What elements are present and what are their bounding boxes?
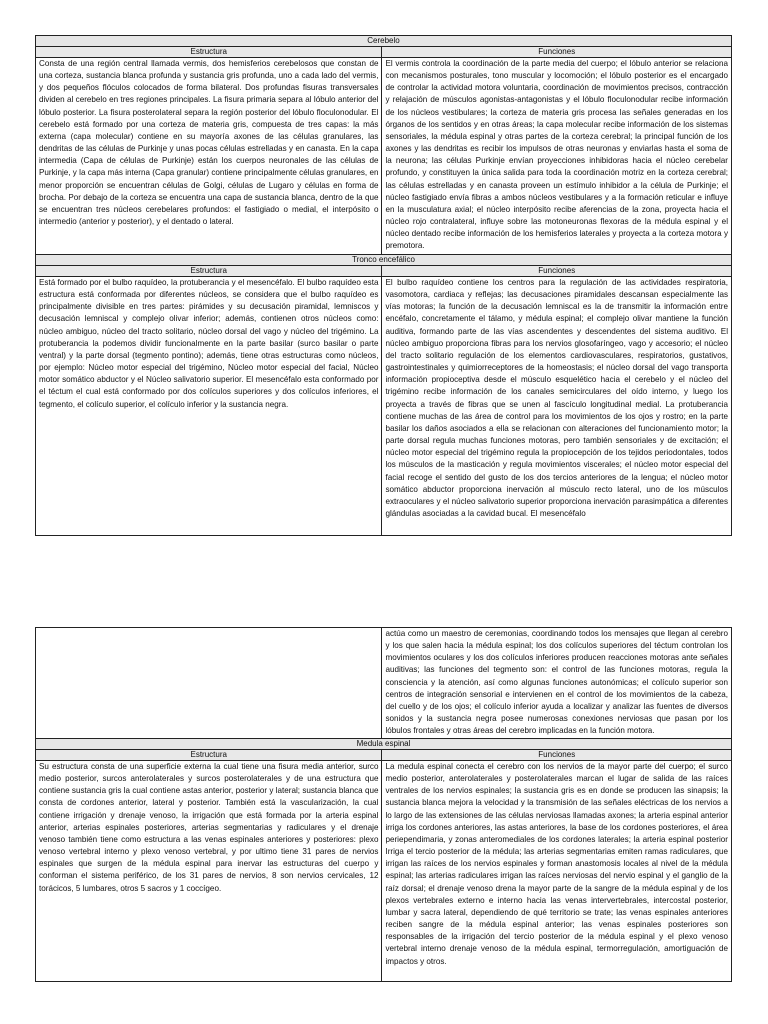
tronco-funciones-cont-text: actúa como un maestro de ceremonias, coordinando todos los mensajes que llegan al cerebro y los que salen hacia la médula espinal; los dos colículos superiores del téctum controlan los movimientos oculares y los dos colículos inferiores producen reacciones motoras ante señales auditivas; las funciones del tegmento son: el control de las funciones motoras, regula la consciencia y la atención, así como algunas funciones autonómicas; el colículo superior son centros de integración sensorial e intervienen en el control de los movimientos de la cabeza, del cuello y de los ojos; el colículo inferior ayuda a localizar y analizar las fuentes de diversos sonidos y la sustancia negra posee numerosas conexiones nerviosas que pasan por los lóbulos frontales y otras áreas del cerebro implicadas en la función motora. <box>382 628 732 739</box>
header-estructura-tronco: Estructura <box>36 266 382 277</box>
page-1 <box>35 35 732 536</box>
tabla-cerebelo-tronco <box>35 35 732 536</box>
medula-estructura-text: Su estructura consta de una superficie externa la cual tiene una fisura media anterior, surco medio posterior, surcos anterolaterales y surcos posterolaterales y de una estructura que contiene sustancia gris la cual contiene astas anterior, posterior y lateral; sustancia blanca que consta de cordones anterior, lateral y posterior. También está la vascularización, la cual contiene irrigación y drenaje venoso, la irrigación que está formada por la arteria espinal anterior, arterias espinales posteriores, arterias segmentarias y radiculares y el drenaje venoso también tiene como estructura a las venas espinales anteriores y posteriores: plexo venoso vertebral interno y plexo venoso vertebral, y por ultimo tiene 31 pares de nervios espinales que surgen de la médula espinal para inervar las estructuras del cuerpo y conforman el sistema periférico, de los 31 pares de nervios, 8 son nervios cervicales, 12 torácicos, 5 lumbares, otros 5 sacros y 1 coccígeo. <box>36 761 382 982</box>
cerebelo-funciones-text: El vermis controla la coordinación de la parte media del cuerpo; el lóbulo anterior se relaciona con mecanismos posturales, tono muscular y locomoción; el lóbulo posterior es el encargado de controlar la actividad motora voluntaria, coordinación de movimientos precisos, contracción y relajación de músculos agonistas-antagonistas y el lóbulo floculonodular recibe información de los núcleos vestibulares; la corteza de materia gris procesa las señales generadas en los órganos de los sentidos y en otras áreas; la capa molecular recibe información de los sistemas sensoriales, la médula espinal y otras partes de la corteza cerebral; la principal función de los axones y las dendritas es recibir los impulsos de otras neuronas y enviarlas hasta el soma de la neurona; las células Purkinje envían proyecciones inhibidoras hacia el núcleo cerebelar profundo, y constituyen la única salida para toda la coordinación motriz en la corteza cerebral; las células estrelladas y en canasta proveen un estímulo inhibidor a la célula de Purkinje; el núcleo fastigiado envía fibras a ambos núcleos vestibulares y a la formación reticular e influye en la musculatura axial; el núcleo interpósito recibe aferencias de la zona, proyecta hacia el núcleo rojo contralateral, influye sobre las motoneuronas flexoras de la médula espinal y el núcleo dentado recibe información de los hemisferios laterales y proyecta a la corteza motora y premotora. <box>382 58 732 255</box>
section-title-tronco: Tronco encefálico <box>36 255 732 266</box>
page-2 <box>35 627 732 982</box>
header-estructura-cerebelo: Estructura <box>36 47 382 58</box>
header-funciones-medula: Funciones <box>382 750 732 761</box>
section-title-cerebelo: Cerebelo <box>36 36 732 47</box>
tronco-estructura-text: Está formado por el bulbo raquídeo, la protuberancia y el mesencéfalo. El bulbo raquídeo esta estructura está conformada por diferentes núcleos, se considera que el bulbo raquídeo es principalmente divisible en tres partes: pirámides y su decusación piramidal, lemniscos y decusación lemniscal y complejo olivar inferior; además, contienen otros núcleos como: núcleo ambiguo, núcleo del tracto solitario, núcleo dorsal del vago y núcleo del trigémino. La protuberancia la podemos dividir funcionalmente en la parte basilar (surco basilar o parte ventral) y la parte dorsal (tegmento pontino); además, tiene otras estructuras como núcleos, por ejemplo: Núcleo motor especial del trigémino, Núcleo motor especial del facial, Núcleo motor somático abductor y el Núcleo salivatorio superior. El mesencéfalo esta conformado por el téctum el cual está conformado por dos colículos superiores y dos colículos inferiores, el tegmento, el colículo superior, el colículo inferior y la sustancia negra. <box>36 277 382 536</box>
tabla-tronco-medula <box>35 627 732 982</box>
header-estructura-medula: Estructura <box>36 750 382 761</box>
tronco-estructura-cont-empty <box>36 628 382 739</box>
header-funciones-tronco: Funciones <box>382 266 732 277</box>
medula-funciones-text: La medula espinal conecta el cerebro con los nervios de la mayor parte del cuerpo; el surco medio posterior, anterolaterales y posterolaterales marcan el lugar de salida de las raíces ventrales de los nervios espinales; la sustancia gris es en donde se producen las sinapsis; la sustancia blanca mejora la velocidad y la transmisión de las señales eléctricas de los nervios a lo largo de las extensiones de las células nerviosas llamadas axones; la arteria espinal anterior irriga los cordones anteriores, las astas anteriores, la base de los cordones posteriores, el área periependimaria, y zonas anteromediales de los cordones laterales; la arteria espinal posterior Irriga el tercio posterior de la médula; las arterias segmentarias emiten ramas radiculares, que irrigan las raíces de los nervios espinales y forman anastomosis locales al nivel de la médula espinal; las arterias radiculares irrigan las raíces nerviosas del nervio espinal y el ganglio de la raíz dorsal; el drenaje venoso drena la mayor parte de la sangre de la médula espinal y de los plexos vertebrales externo e interno hacia las venas intervertebrales, intercostal posterior, lumbar y sacra lateral, dependiendo de qué territorio se trate; las venas espinales anteriores reciben sangre de la médula espinal anterior; las venas espinales posteriores son responsables de la irrigación del tercio posterior de la médula espinal y el plexo venoso vertebral interno drenaje venoso de la médula espinal, termorregulación, amortiguación de impactos y otros. <box>382 761 732 982</box>
tronco-funciones-text: El bulbo raquídeo contiene los centros para la regulación de las actividades respiratoria, vasomotora, cardiaca y reflejas; las decusaciones piramidales descansan especialmente las vías motoras; la función de la decusación lemniscal es la de transmitir la información entre encéfalo, concretamente el tálamo, y médula espinal; el complejo olivar mantiene la función auditiva, formando parte de las vías ascendentes y descendentes del sistema auditivo. El núcleo ambiguo proporciona fibras para los nervios glosofaríngeo, vago y accesorio; el núcleo del tracto solitario regulación de los elementos cardiovasculares, respiratorios, gustativos, gastrointestinales y quimiorreceptores de la homeostasis; el núcleo dorsal del vago transporta información propioceptiva desde el músculo esquelético hacia el cerebelo y el núcleo del trigémino recibe información de los canales semicirculares del oído interno, y luego los proyecta a través de fibras que se unen al fascículo longitudinal medial. La protuberancia contiene muchas de las área de control para los movimientos de los ojos y rostro; en la parte basilar los daños asociados a ella se relacionan con alteraciones del funcionamiento motor; la parte dorsal regula muchas funciones motoras, pero también sensoriales y de excitación; el núcleo motor especial del trigémino regula la propiocepción de los tejidos periodontales, todos los músculos de la masticación y regula movimientos viscerales; el núcleo motor especial del facial recoge el sentido del gusto de los dos tercios anteriores de la lengua; el núcleo motor somático abductor proporciona inervación al músculo recto lateral, uno de los músculos extraoculares y el núcleo salivatorio superior proporciona inervación parasimpática a diferentes glándulas asociadas a la cavidad bucal. El mesencéfalo <box>382 277 732 536</box>
header-funciones-cerebelo: Funciones <box>382 47 732 58</box>
cerebelo-estructura-text: Consta de una región central llamada vermis, dos hemisferios cerebelosos que constan de una corteza, sustancia blanca profunda y sustancia gris profunda, uno a cada lado del vermis, y dos pequeños flóculos colocados de forma bilateral. Dos profundas fisuras transversales dividen al cerebelo en tres regiones principales. La fisura primaria separa al lóbulo anterior del lóbulo posterior. La fisura posterolateral separa la región posterior del lóbulo floculonodular. El cerebelo está formado por una corteza de materia gris, compuesta de tres capas: la más externa (capa molecular) contiene en su mayoría axones de las células granulares, las dendritas de las células de Purkinje y unas pocas células estrelladas y en canasta. En la capa intermedia (Capa de células de Purkinje) están los cuerpos neuronales de las células de Purkinje, y la capa más interna (Capa granular) contiene principalmente células granulares, en menor proporción se encuentran células de Golgi, células de Lugaro y células en forma de brocha. Por debajo de la corteza se encuentra una capa de sustancia blanca, dentro de la que se encuentran tres núcleos cerebelares profundos: el fastigiado o medial, el interpósito o intermedio (anterior y posterior), y el dentado o lateral. <box>36 58 382 255</box>
section-title-medula: Medula espinal <box>36 739 732 750</box>
